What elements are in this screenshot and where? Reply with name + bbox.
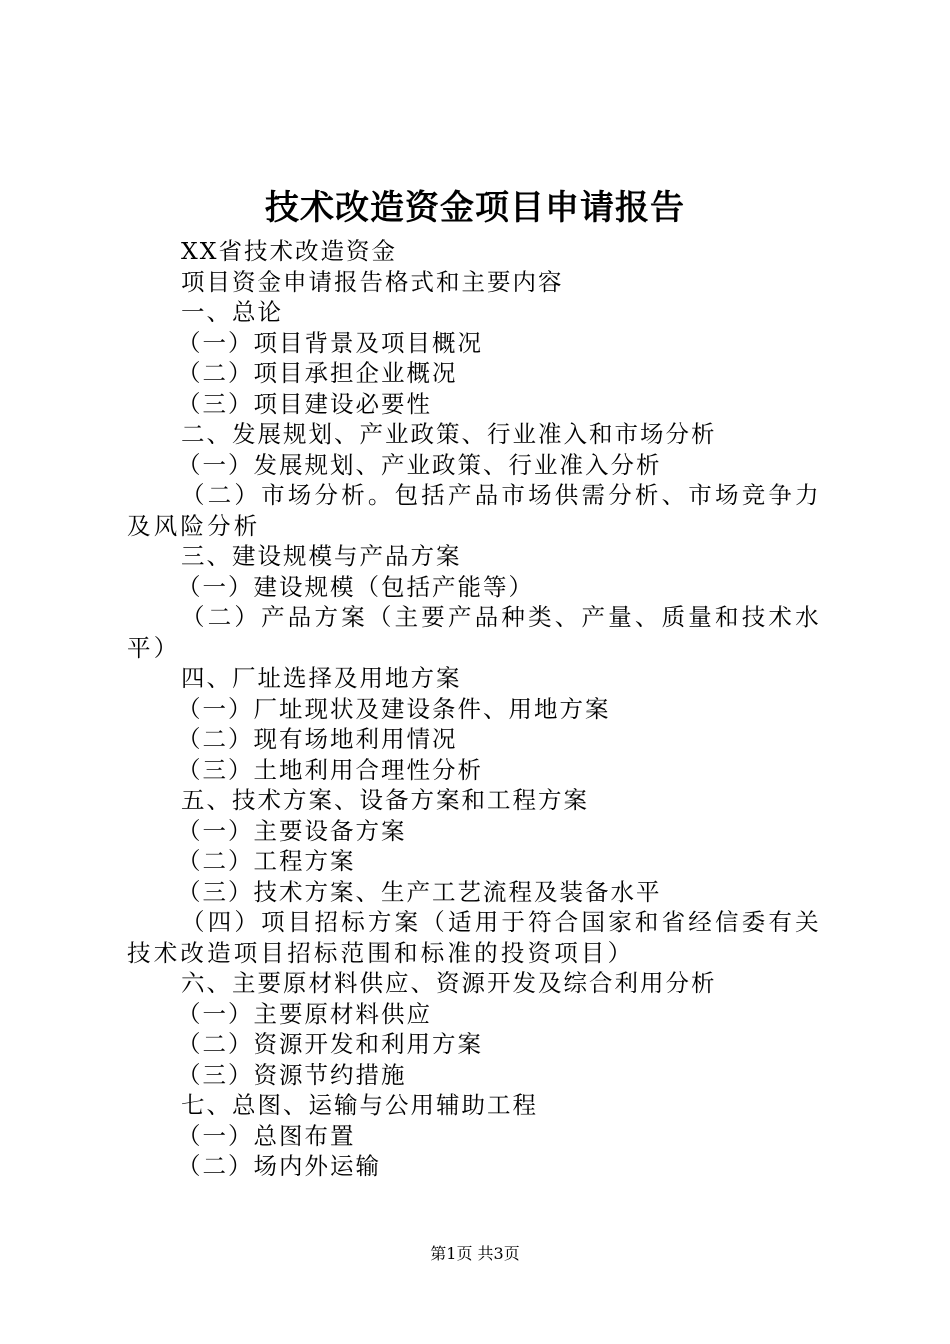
body-line: 项目资金申请报告格式和主要内容 bbox=[181, 267, 564, 296]
section-heading: 四、厂址选择及用地方案 bbox=[181, 664, 462, 692]
page-footer: 第1页 共3页 bbox=[430, 1244, 520, 1263]
section-heading: 二、发展规划、产业政策、行业准入和市场分析 bbox=[181, 420, 717, 448]
subsection-item: （一）建设规模（包括产能等） bbox=[177, 572, 534, 601]
subsection-item: （三）土地利用合理性分析 bbox=[177, 755, 483, 784]
subsection-item: （一）主要设备方案 bbox=[177, 816, 407, 845]
subsection-item: （一）发展规划、产业政策、行业准入分析 bbox=[177, 450, 662, 479]
subsection-item: （三）资源节约措施 bbox=[177, 1060, 407, 1089]
document-title: 技术改造资金项目申请报告 bbox=[265, 188, 685, 228]
subsection-item: （一）项目背景及项目概况 bbox=[177, 328, 483, 357]
subsection-item: （三）项目建设必要性 bbox=[177, 389, 432, 418]
subsection-item: （三）技术方案、生产工艺流程及装备水平 bbox=[177, 877, 662, 906]
section-heading: 七、总图、运输与公用辅助工程 bbox=[181, 1091, 538, 1119]
subsection-item: （二）场内外运输 bbox=[177, 1152, 381, 1180]
section-heading: 六、主要原材料供应、资源开发及综合利用分析 bbox=[181, 969, 717, 997]
subsection-item: （一）总图布置 bbox=[177, 1121, 356, 1150]
subsection-item: （二）市场分析。包括产品市场供需分析、市场竞争力及风险分析 bbox=[127, 481, 822, 540]
section-heading: 一、总论 bbox=[181, 298, 283, 326]
subsection-item: （四）项目招标方案（适用于符合国家和省经信委有关技术改造项目招标范围和标准的投资项目） bbox=[127, 908, 822, 967]
subsection-item: （一）厂址现状及建设条件、用地方案 bbox=[177, 694, 611, 723]
subsection-item: （二）产品方案（主要产品种类、产量、质量和技术水平） bbox=[127, 603, 822, 662]
subsection-item: （二）现有场地利用情况 bbox=[177, 725, 458, 753]
section-heading: 五、技术方案、设备方案和工程方案 bbox=[181, 786, 589, 814]
section-heading: 三、建设规模与产品方案 bbox=[181, 542, 462, 570]
subsection-item: （二）项目承担企业概况 bbox=[177, 359, 458, 387]
body-line: XX省技术改造资金 bbox=[181, 237, 397, 265]
subsection-item: （二）资源开发和利用方案 bbox=[177, 1030, 483, 1058]
subsection-item: （一）主要原材料供应 bbox=[177, 999, 432, 1028]
document-body bbox=[127, 236, 837, 1182]
subsection-item: （二）工程方案 bbox=[177, 847, 356, 875]
